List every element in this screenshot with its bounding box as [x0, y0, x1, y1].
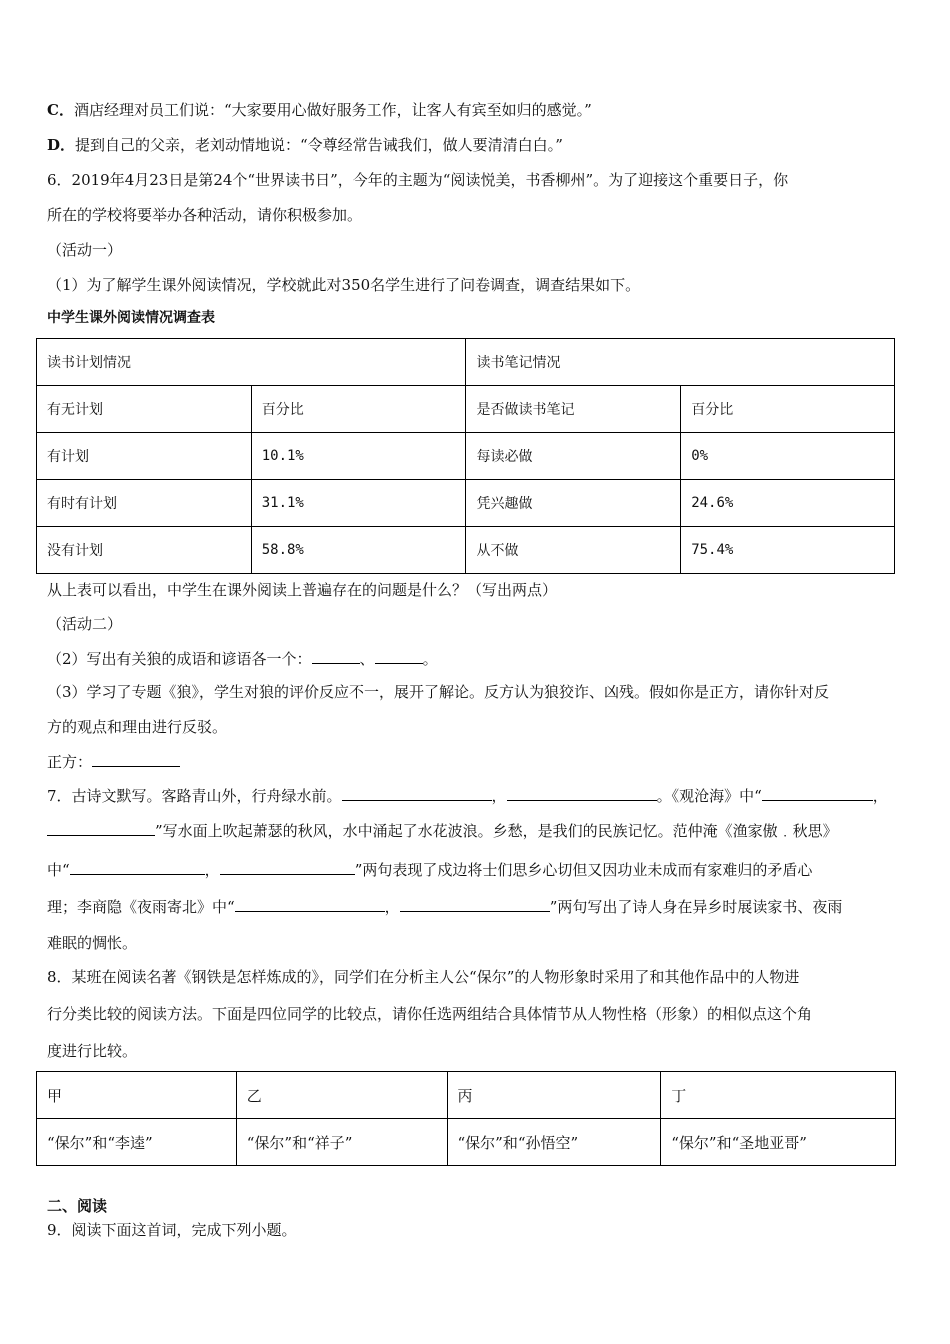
- q6-2-prompt: （2）写出有关狼的成语和谚语各一个：: [47, 650, 312, 668]
- q6-3-line2: 方的观点和理由进行反驳。: [47, 718, 228, 736]
- q6-1: （1）为了解学生课外阅读情况，学校就此对350名学生进行了问卷调查，调查结果如下。: [47, 276, 641, 294]
- survey-group-2: 读书笔记情况: [466, 339, 895, 386]
- q7-text: ，: [872, 787, 888, 805]
- option-d: [47, 135, 563, 155]
- compare-header: 丙: [447, 1072, 661, 1119]
- q6-line1: 6．2019年4月23日是第24个“世界读书日”，今年的主题为“阅读悦美，书香柳州”。为了迎接这个重要日子，你: [47, 171, 789, 189]
- table-cell: 10.1%: [251, 433, 466, 480]
- q7-blank[interactable]: [400, 896, 550, 912]
- table-cell: 每读必做: [466, 433, 681, 480]
- table-cell: 0%: [681, 433, 895, 480]
- option-d-text: 提到自己的父亲，老刘动情地说：“令尊经常告诫我们，做人要清清白白。”: [75, 136, 563, 154]
- survey-group-1: 读书计划情况: [37, 339, 466, 386]
- q7-text: 中“: [47, 861, 70, 879]
- idiom-blank[interactable]: [312, 648, 360, 664]
- compare-cell: “保尔”和“祥子”: [236, 1119, 447, 1166]
- survey-group-row: [37, 339, 895, 386]
- q7-line2: [47, 820, 838, 841]
- zhengfang-blank[interactable]: [92, 751, 180, 767]
- table-cell: 从不做: [466, 527, 681, 574]
- table-cell: 31.1%: [251, 480, 466, 527]
- compare-header: 乙: [236, 1072, 447, 1119]
- q6-2: [47, 648, 438, 669]
- activity-2: （活动二）: [47, 615, 123, 633]
- q9: 9．阅读下面这首词，完成下列小题。: [47, 1221, 297, 1239]
- table-row: [37, 527, 895, 574]
- q6-2-separator: 、: [359, 650, 375, 668]
- compare-header: 丁: [661, 1072, 896, 1119]
- q7-text: ，: [491, 787, 507, 805]
- survey-header: 百分比: [251, 386, 466, 433]
- survey-header: 百分比: [681, 386, 895, 433]
- q7-blank[interactable]: [47, 820, 155, 836]
- table-row: [37, 1119, 896, 1166]
- table-cell: 75.4%: [681, 527, 895, 574]
- q7-blank[interactable]: [235, 896, 385, 912]
- option-d-letter: D．: [47, 136, 76, 154]
- q7-blank[interactable]: [342, 785, 492, 801]
- after-table-question: 从上表可以看出，中学生在课外阅读上普遍存在的问题是什么？（写出两点）: [47, 581, 558, 599]
- table-cell: 没有计划: [37, 527, 252, 574]
- survey-header-row: [37, 386, 895, 433]
- q7-line1: [47, 785, 888, 806]
- q7-text: ，: [204, 861, 220, 879]
- table-cell: 有时有计划: [37, 480, 252, 527]
- activity-1: （活动一）: [47, 241, 123, 259]
- table-cell: 24.6%: [681, 480, 895, 527]
- compare-header: 甲: [37, 1072, 237, 1119]
- q8-line1: 8．某班在阅读名著《钢铁是怎样炼成的》，同学们在分析主人公“保尔”的人物形象时采用了和其他作品中的人物进: [47, 968, 800, 986]
- q7-text: 7．古诗文默写。客路青山外，行舟绿水前。: [47, 787, 342, 805]
- option-c-text: 酒店经理对员工们说：“大家要用心做好服务工作，让客人有宾至如归的感觉。”: [73, 101, 592, 119]
- survey-table: [36, 338, 895, 574]
- table-cell: 58.8%: [251, 527, 466, 574]
- q7-text: ”两句表现了戍边将士们思乡心切但又因功业未成而有家难归的矛盾心: [354, 861, 813, 879]
- q6-2-end: 。: [422, 650, 438, 668]
- q7-text: ”写水面上吹起萧瑟的秋风，水中涌起了水花波浪。乡愁，是我们的民族记忆。范仲淹《渔家傲﹒秋思》: [155, 822, 838, 840]
- table-row: [37, 433, 895, 480]
- q7-blank[interactable]: [762, 785, 873, 801]
- q7-blank[interactable]: [507, 785, 657, 801]
- compare-table: [36, 1071, 896, 1166]
- compare-header-row: [37, 1072, 896, 1119]
- compare-cell: “保尔”和“孙悟空”: [447, 1119, 661, 1166]
- compare-cell: “保尔”和“李逵”: [37, 1119, 237, 1166]
- q6-3-line1: （3）学习了专题《狼》，学生对狼的评价反应不一，展开了解论。反方认为狼狡诈、凶残。假如你是正方，请你针对反: [47, 683, 830, 701]
- q8-line3: 度进行比较。: [47, 1042, 138, 1060]
- option-c-letter: C．: [47, 101, 74, 119]
- q7-text: ”两句写出了诗人身在异乡时展读家书、夜雨: [549, 898, 843, 916]
- q7-line3: [47, 859, 812, 880]
- q7-text: 。《观沧海》中“: [656, 787, 762, 805]
- zhengfang-label: 正方：: [47, 753, 93, 771]
- q8-line2: 行分类比较的阅读方法。下面是四位同学的比较点，请你任选两组结合具体情节从人物性格（形象）的相似点这个角: [47, 1005, 813, 1023]
- q7-blank[interactable]: [70, 859, 205, 875]
- table-cell: 凭兴趣做: [466, 480, 681, 527]
- zhengfang: [47, 751, 180, 772]
- q7-line5: 难眠的惆怅。: [47, 934, 138, 952]
- q7-text: 理；李商隐《夜雨寄北》中“: [47, 898, 235, 916]
- section-reading: 二、阅读: [47, 1197, 108, 1215]
- survey-header: 是否做读书笔记: [466, 386, 681, 433]
- table-title: 中学生课外阅读情况调查表: [47, 310, 215, 326]
- proverb-blank[interactable]: [375, 648, 423, 664]
- table-cell: 有计划: [37, 433, 252, 480]
- compare-cell: “保尔”和“圣地亚哥”: [661, 1119, 896, 1166]
- q6-line2: 所在的学校将要举办各种活动，请你积极参加。: [47, 206, 363, 224]
- q7-blank[interactable]: [220, 859, 355, 875]
- q7-text: ，: [384, 898, 400, 916]
- q7-line4: [47, 896, 842, 917]
- table-row: [37, 480, 895, 527]
- option-c: [47, 100, 592, 120]
- survey-header: 有无计划: [37, 386, 252, 433]
